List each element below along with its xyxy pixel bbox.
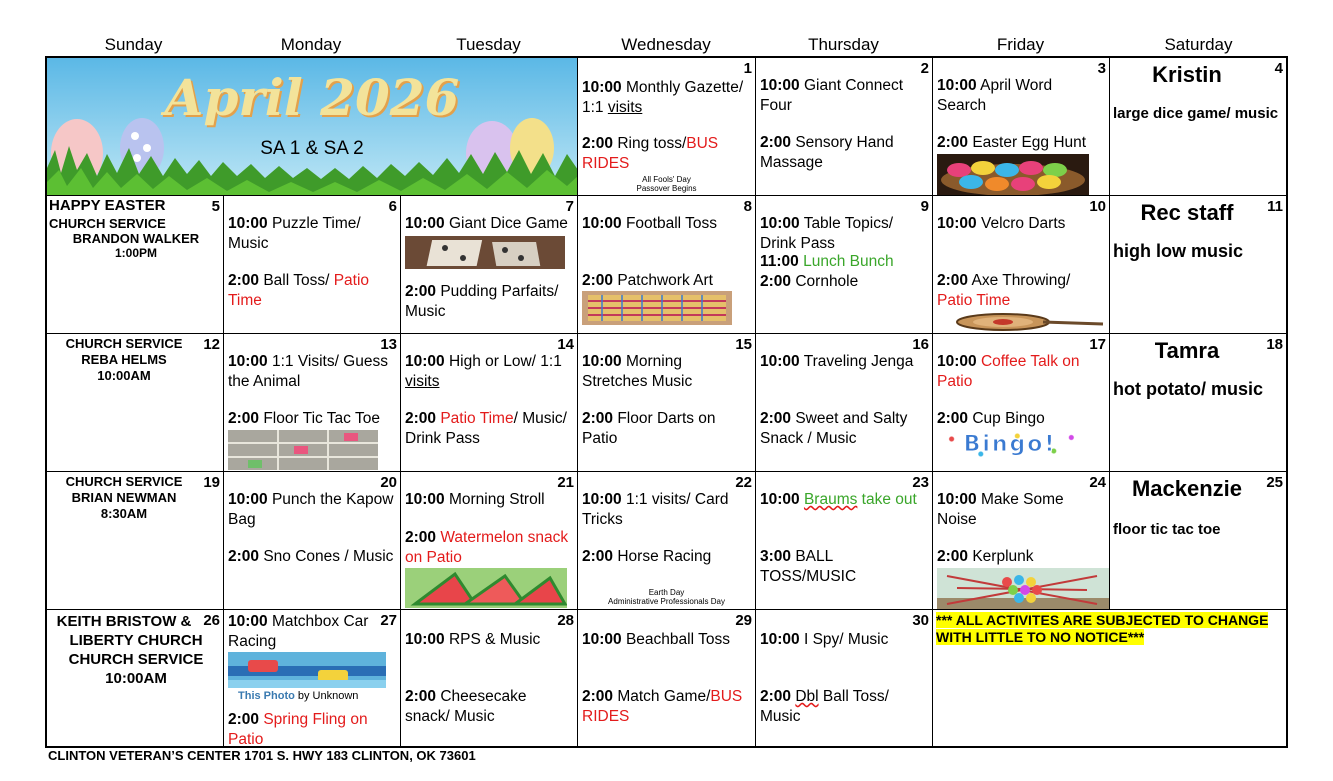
- event-afternoon: 2:00 Axe Throwing/ Patio Time: [937, 272, 1071, 309]
- event-morning: 10:00 Traveling Jenga: [760, 353, 914, 370]
- day-cell-3[interactable]: [933, 58, 1110, 196]
- day-cell-29[interactable]: [578, 610, 756, 746]
- event-morning: 10:00 Puzzle Time/ Music: [228, 215, 361, 252]
- day-number: 17: [1089, 336, 1106, 353]
- day-number: 19: [203, 474, 220, 491]
- day-number: 26: [203, 612, 220, 629]
- event-afternoon: 2:00 Patio Time/ Music/ Drink Pass: [405, 410, 567, 447]
- day-tuesday: Tuesday: [456, 35, 521, 54]
- day-cell-23[interactable]: [756, 472, 933, 610]
- day-number: 8: [743, 198, 752, 215]
- day-number: 13: [380, 336, 397, 353]
- photo-credit-link[interactable]: This Photo: [238, 690, 295, 702]
- day-number: 9: [920, 198, 929, 215]
- day-number: 25: [1266, 474, 1283, 491]
- day-monday: Monday: [280, 35, 342, 54]
- day-cell-25[interactable]: [1110, 472, 1286, 610]
- bingo-image-text: Bingo!: [963, 432, 1057, 457]
- day-cell-22[interactable]: [578, 472, 756, 610]
- service-time: 10:00AM: [97, 368, 151, 383]
- day-cell-18[interactable]: [1110, 334, 1286, 472]
- day-number: 27: [380, 612, 397, 629]
- event-afternoon: 2:00 Cup Bingo: [937, 410, 1045, 427]
- church-service: KEITH BRISTOW &: [56, 613, 192, 630]
- day-number: 21: [557, 474, 574, 491]
- event-afternoon: 2:00 Sweet and Salty Snack / Music: [760, 410, 908, 447]
- banner: [47, 58, 578, 196]
- event-afternoon: 2:00 Pudding Parfaits/ Music: [405, 283, 559, 320]
- service-time: 1:00PM: [114, 246, 158, 260]
- day-number: 18: [1266, 336, 1283, 353]
- day-number: 22: [735, 474, 752, 491]
- day-cell-19[interactable]: [47, 472, 224, 610]
- day-number: 4: [1274, 60, 1283, 77]
- pastor-name: REBA HELMS: [81, 352, 167, 367]
- event-afternoon: 2:00 Floor Tic Tac Toe: [228, 410, 380, 427]
- event-afternoon: 2:00 Cornhole: [760, 273, 859, 290]
- saturday-activity: hot potato/ music: [1113, 379, 1263, 399]
- event-morning: 10:00 Punch the Kapow Bag: [228, 491, 394, 528]
- event-afternoon: 2:00 Easter Egg Hunt: [937, 134, 1087, 151]
- event-morning: 10:00 I Spy/ Music: [760, 631, 889, 648]
- event-morning: 10:00 Giant Connect Four: [760, 77, 904, 114]
- kerplunk-image: [937, 568, 1109, 610]
- day-cell-2[interactable]: [756, 58, 933, 196]
- event-afternoon: 2:00 Patchwork Art: [582, 272, 713, 289]
- event-morning: 10:00 Braums take out: [760, 491, 917, 508]
- day-cell-5[interactable]: [47, 196, 224, 334]
- day-sunday: Sunday: [104, 35, 163, 54]
- day-number: 15: [735, 336, 752, 353]
- event-morning: 10:00 High or Low/ 1:1 visits: [405, 353, 562, 390]
- event-morning: 10:00 Football Toss: [582, 215, 718, 232]
- event-morning: 10:00 Coffee Talk on Patio: [937, 353, 1080, 390]
- footer-address: CLINTON VETERAN’S CENTER 1701 S. HWY 183 CLINTON, OK 73601: [48, 748, 476, 763]
- saturday-activity: high low music: [1113, 241, 1244, 261]
- event-morning: 10:00 Monthly Gazette/ 1:1 visits: [582, 79, 744, 116]
- day-cell-8[interactable]: [578, 196, 756, 334]
- dice-image: [405, 236, 565, 269]
- banner-title: April 2026: [164, 68, 460, 127]
- event-morning: 10:00 Giant Dice Game: [405, 215, 568, 232]
- staff-name: Mackenzie: [1131, 476, 1243, 501]
- day-cell-17[interactable]: [933, 334, 1110, 472]
- saturday-activity: large dice game/ music: [1113, 105, 1279, 122]
- day-number: 7: [565, 198, 574, 215]
- holiday-note: All Fools' Day: [642, 175, 691, 184]
- day-cell-27[interactable]: [224, 610, 401, 746]
- day-number: 23: [912, 474, 929, 491]
- easter-eggs-image: [937, 154, 1089, 196]
- saturday-activity: floor tic tac toe: [1113, 521, 1221, 538]
- event-morning: 10:00 1:1 visits/ Card Tricks: [582, 491, 729, 528]
- day-cell-7[interactable]: [401, 196, 578, 334]
- matchbox-car-image: [228, 652, 386, 688]
- staff-name: Rec staff: [1140, 200, 1234, 225]
- holiday-title: HAPPY EASTER: [49, 197, 166, 214]
- holiday-note: Administrative Professionals Day: [608, 597, 725, 606]
- pastor-name: BRIAN NEWMAN: [71, 490, 177, 505]
- event-afternoon: 2:00 Floor Darts on Patio: [582, 410, 716, 447]
- day-number: 20: [380, 474, 397, 491]
- notice-cell: [933, 610, 1286, 746]
- event-morning: 10:00 Matchbox Car Racing: [228, 613, 369, 650]
- service-time: 10:00AM: [105, 670, 167, 687]
- patchwork-image: [582, 291, 732, 325]
- day-cell-26[interactable]: [47, 610, 224, 746]
- weekday-header: [45, 34, 1288, 56]
- staff-name: Kristin: [1152, 62, 1222, 87]
- day-number: 24: [1089, 474, 1106, 491]
- day-cell-11[interactable]: [1110, 196, 1286, 334]
- day-number: 11: [1267, 198, 1283, 215]
- event-afternoon: 2:00 Ball Toss/ Patio Time: [228, 272, 370, 309]
- tic-tac-toe-image: [228, 430, 378, 470]
- day-cell-1[interactable]: [578, 58, 756, 196]
- event-morning: 10:00 April Word Search: [937, 77, 1053, 114]
- church-service: CHURCH SERVICE: [49, 216, 166, 231]
- event-afternoon: 2:00 Sensory Hand Massage: [760, 134, 894, 171]
- event-midday: 11:00 Lunch Bunch: [760, 253, 894, 270]
- event-morning: 10:00 1:1 Visits/ Guess the Animal: [228, 353, 388, 390]
- day-number: 14: [557, 336, 574, 353]
- day-cell-12[interactable]: [47, 334, 224, 472]
- day-number: 6: [388, 198, 397, 215]
- church-service: CHURCH SERVICE: [65, 474, 183, 489]
- church-service: CHURCH SERVICE: [65, 336, 183, 351]
- event-afternoon: 2:00 Kerplunk: [937, 548, 1034, 565]
- holiday-note: Earth Day: [648, 588, 685, 597]
- day-number: 16: [912, 336, 929, 353]
- day-thursday: Thursday: [808, 35, 879, 54]
- day-number: 29: [735, 612, 752, 629]
- event-afternoon: 2:00 Horse Racing: [582, 548, 712, 565]
- day-cell-15[interactable]: [578, 334, 756, 472]
- event-afternoon: 3:00 BALL TOSS/MUSIC: [760, 548, 857, 585]
- day-number: 28: [557, 612, 574, 629]
- day-cell-20[interactable]: [224, 472, 401, 610]
- day-number: 2: [920, 60, 929, 77]
- pastor-name: BRANDON WALKER: [72, 231, 200, 246]
- banner-subtitle: SA 1 & SA 2: [260, 138, 364, 159]
- day-cell-13[interactable]: [224, 334, 401, 472]
- event-afternoon: 2:00 Dbl Ball Toss/ Music: [760, 688, 889, 725]
- day-saturday: Saturday: [1164, 35, 1233, 54]
- day-cell-9[interactable]: [756, 196, 933, 334]
- event-afternoon: 2:00 Cheesecake snack/ Music: [405, 688, 527, 725]
- day-cell-16[interactable]: [756, 334, 933, 472]
- day-cell-24[interactable]: [933, 472, 1110, 610]
- day-cell-10[interactable]: [933, 196, 1110, 334]
- watermelon-image: [405, 568, 567, 608]
- day-cell-14[interactable]: [401, 334, 578, 472]
- day-cell-21[interactable]: [401, 472, 578, 610]
- bingo-image: [937, 430, 1083, 460]
- church-name: LIBERTY CHURCH: [69, 632, 203, 649]
- event-afternoon: 2:00 Spring Fling on Patio: [228, 711, 368, 746]
- day-cell-28[interactable]: [401, 610, 578, 746]
- day-number: 12: [203, 336, 220, 353]
- holiday-note: Passover Begins: [636, 184, 697, 193]
- day-friday: Friday: [996, 35, 1045, 54]
- event-afternoon: 2:00 Ring toss/BUS RIDES: [582, 135, 719, 172]
- event-morning: 10:00 Morning Stroll: [405, 491, 545, 508]
- day-number: 30: [912, 612, 929, 629]
- service-time: 8:30AM: [100, 506, 148, 521]
- event-morning: 10:00 Morning Stretches Music: [582, 353, 693, 390]
- event-morning: 10:00 Velcro Darts: [937, 215, 1066, 232]
- day-cell-30[interactable]: [756, 610, 933, 746]
- event-morning: 10:00 Make Some Noise: [937, 491, 1064, 528]
- photo-credit: This Photo by Unknown: [238, 690, 359, 702]
- event-afternoon: 2:00 Watermelon snack on Patio: [405, 529, 569, 566]
- event-morning: 10:00 Beachball Toss: [582, 631, 730, 648]
- day-number: 1: [743, 60, 752, 77]
- calendar-grid: [45, 56, 1288, 748]
- change-notice: *** ALL ACTIVITES ARE SUBJECTED TO CHANGE WITH LITTLE TO NO NOTICE***: [936, 612, 1269, 645]
- day-cell-6[interactable]: [224, 196, 401, 334]
- staff-name: Tamra: [1154, 338, 1220, 363]
- event-afternoon: 2:00 Match Game/BUS RIDES: [582, 688, 743, 725]
- day-cell-4[interactable]: [1110, 58, 1286, 196]
- day-wednesday: Wednesday: [621, 35, 711, 54]
- event-afternoon: 2:00 Sno Cones / Music: [228, 548, 394, 565]
- church-service: CHURCH SERVICE: [68, 651, 204, 668]
- event-morning: 10:00 RPS & Music: [405, 631, 541, 648]
- day-number: 3: [1097, 60, 1106, 77]
- event-morning: 10:00 Table Topics/ Drink Pass: [760, 215, 894, 252]
- day-number: 10: [1089, 198, 1106, 215]
- axe-target-image: [953, 312, 1108, 332]
- day-number: 5: [211, 198, 220, 215]
